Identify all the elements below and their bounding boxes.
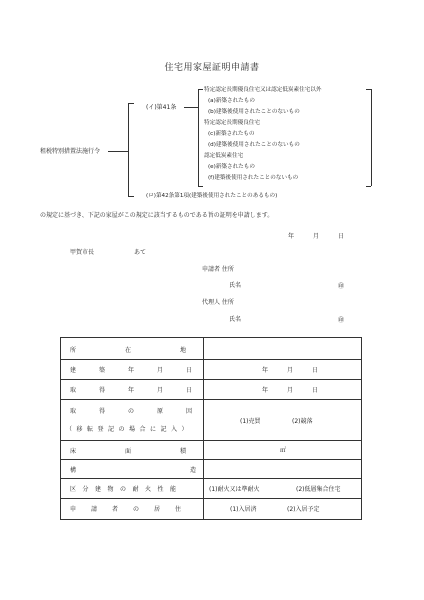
table-row-line xyxy=(60,399,362,400)
residence-option-moved-in[interactable]: (1)入居済 xyxy=(230,506,257,513)
table-border-bottom xyxy=(60,519,362,520)
built-month: 月 xyxy=(287,367,294,374)
art41-item: (e)新築されたもの xyxy=(208,164,255,170)
location-label-cell xyxy=(70,345,236,354)
date-day: 日 xyxy=(338,233,345,240)
table-row-line xyxy=(60,379,362,380)
law-connector xyxy=(108,151,128,152)
art41-brace-top xyxy=(198,89,203,90)
addressee-suffix: あて xyxy=(134,249,147,256)
residence-label: 申請者の居住 xyxy=(70,506,197,513)
art41-item: (f)建築後使用されたことのないもの xyxy=(208,175,299,181)
art41-item: (d)建築後使用されたことのないもの xyxy=(208,142,300,148)
fire-option-lowrise[interactable]: (2)低層集合住宅 xyxy=(296,486,341,493)
location-label: 所在地 xyxy=(70,347,236,354)
art41-connector xyxy=(184,107,198,108)
statement: の規定に基づき、下記の家屋がこの規定に該当するものである旨の証明を申請します。 xyxy=(40,212,274,219)
art41-brace-right-bottom xyxy=(366,186,371,187)
residence-option-planned[interactable]: (2)入居予定 xyxy=(287,506,320,513)
table-border-top xyxy=(60,337,362,338)
cause-option-sale[interactable]: (1)売買 xyxy=(240,418,261,425)
law-label: 租税特別措置法施行令 xyxy=(40,148,101,155)
agent-address-label: 代理人 住所 xyxy=(202,299,234,306)
art41-item: 認定低炭素住宅 xyxy=(204,153,244,159)
floor-area-label: 床面積 xyxy=(70,448,236,455)
built-label: 建築年月日 xyxy=(70,367,216,374)
art41-item: (c)新築されたもの xyxy=(208,131,255,137)
art41-item: (a)新築されたもの xyxy=(208,98,255,104)
applicant-name-label: 氏名 xyxy=(229,282,242,289)
acquired-month: 月 xyxy=(287,387,294,394)
table-row-line xyxy=(60,440,362,441)
table-row-line xyxy=(60,459,362,460)
art41-label: (イ)第41条 xyxy=(146,104,177,111)
cause-option-auction[interactable]: (2)競落 xyxy=(292,418,313,425)
art42-label: (ロ)第42条第1項(建築後使用されたことのあるもの) xyxy=(146,193,278,199)
art41-brace-left xyxy=(198,89,199,186)
date-year: 年 xyxy=(288,233,295,240)
art41-brace-right-top xyxy=(366,89,371,90)
structure-label: 構造 xyxy=(70,467,311,474)
fire-option-fireproof[interactable]: (1)耐火又は準耐火 xyxy=(209,486,260,493)
table-row-line xyxy=(60,498,362,499)
date-month: 月 xyxy=(313,233,320,240)
table-border-left xyxy=(60,337,61,520)
acquired-label: 取得年月日 xyxy=(70,387,216,394)
art41-item: 特定認定長期優良住宅 xyxy=(204,120,260,126)
law-brace-top xyxy=(128,103,134,104)
acquired-day: 日 xyxy=(312,387,319,394)
built-day: 日 xyxy=(312,367,319,374)
applicant-seal-icon: ㊞ xyxy=(338,283,345,290)
art41-item: 特定認定長期優良住宅又は認定低炭素住宅以外 xyxy=(204,87,322,93)
law-brace-bottom xyxy=(128,196,134,197)
built-year: 年 xyxy=(262,367,269,374)
addressee-name: 甲賀市長 xyxy=(70,249,95,256)
cause-label: 取得の原因 xyxy=(70,408,216,415)
agent-seal-icon: ㊞ xyxy=(338,317,345,324)
fire-label: 区分建物の耐火性能 xyxy=(70,486,183,493)
law-brace-left xyxy=(128,103,129,196)
acquired-year: 年 xyxy=(262,387,269,394)
art41-brace-bottom xyxy=(198,186,203,187)
table-row-line xyxy=(60,359,362,360)
table-border-right xyxy=(361,337,362,520)
table-row-line xyxy=(60,478,362,479)
agent-name-label: 氏名 xyxy=(229,316,242,323)
page-title: 住宅用家屋証明申請書 xyxy=(164,63,260,73)
floor-area-unit: ㎡ xyxy=(280,447,287,454)
applicant-address-label: 申請者 住所 xyxy=(202,266,234,273)
cause-note: （移転登記の場合に記入） xyxy=(66,426,193,433)
art41-brace-right xyxy=(371,89,372,186)
art41-item: (b)建築後使用されたことのないもの xyxy=(208,109,300,115)
